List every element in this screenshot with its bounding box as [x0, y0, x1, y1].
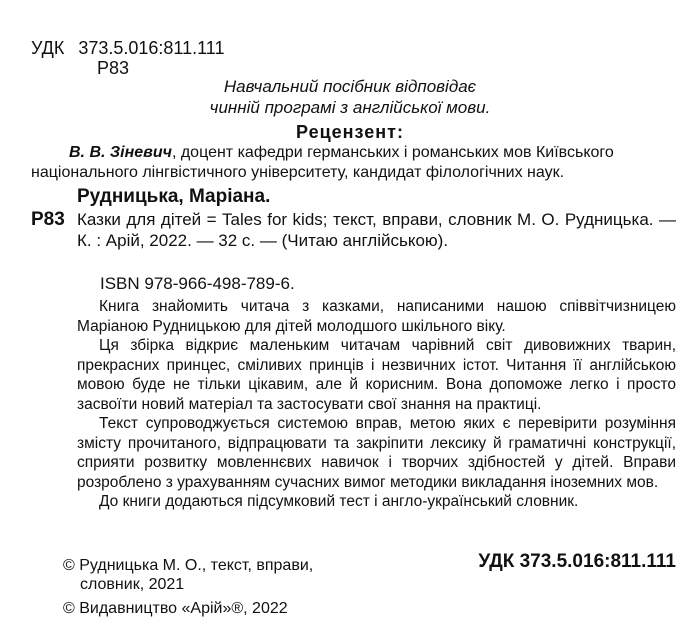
reviewer-name: В. В. Зіневич — [69, 144, 172, 161]
abstract-paragraph: Текст супроводжується системою вправ, метою яких є перевірити розуміння змісту прочитаного, відпрацювати та закріпити лексику й граматичні конструкції, сприяти розвитку мовленнєвих навичок і творчих здібностей у дітей. Вправи розроблено з урахуванням сучасних вимог методики викладання іноземних мов. — [77, 415, 676, 491]
udk-header — [31, 38, 224, 58]
reviewer-heading: Рецензент: — [296, 122, 404, 142]
copyright-author-line-2: словник, 2021 — [80, 576, 185, 593]
notice-line-2: чинній програмі з англійської мови. — [209, 98, 491, 117]
reviewer-block — [31, 143, 676, 182]
udk-label: УДК — [31, 38, 65, 58]
copyright-author-line-1: © Рудницька М. О., текст, вправи, — [63, 557, 314, 574]
reviewer-details: , доцент кафедри германських і романських мов Київського національного лінгвістичного університету, кандидат філологічних наук. — [31, 144, 614, 181]
abstract-paragraph: Ця збірка відкриє маленьким читачам чарівний світ дивовижних тварин, прекрасних принцес, сміливих принців і незвичних істот. Читання її англійською мовою буде не тільки цікавим, але й корисним. Вона допоможе легко і просто засвоїти новий матеріал та застосувати свої знання на практиці. — [77, 337, 676, 413]
isbn: ISBN 978-966-498-789-6. — [100, 274, 295, 293]
copyright-publisher: © Видавництво «Арій»®, 2022 — [63, 600, 288, 617]
abstract — [77, 297, 676, 512]
udk-bottom: УДК 373.5.016:811.111 — [478, 551, 676, 572]
abstract-paragraph: Книга знайомить читача з казками, написаними нашою співвітчизницею Маріаною Рудницькою для дітей молодшого шкільного віку. — [77, 298, 676, 335]
bibliographic-description: Казки для дітей = Tales for kids; текст, вправи, словник М. О. Рудницька. — К. : Арій, 2022. — 32 с. — (Читаю англійською). — [77, 210, 676, 250]
curriculum-notice — [0, 76, 700, 118]
abstract-paragraph: До книги додаються підсумковий тест і англо-український словник. — [99, 493, 579, 510]
notice-line-1: Навчальний посібник відповідає — [223, 77, 477, 96]
bbk-index: Р83 — [31, 209, 65, 230]
bbk-index-top: Р83 — [97, 58, 130, 78]
author-heading: Рудницька, Маріана. — [77, 186, 271, 207]
udk-code: 373.5.016:811.111 — [78, 38, 225, 58]
